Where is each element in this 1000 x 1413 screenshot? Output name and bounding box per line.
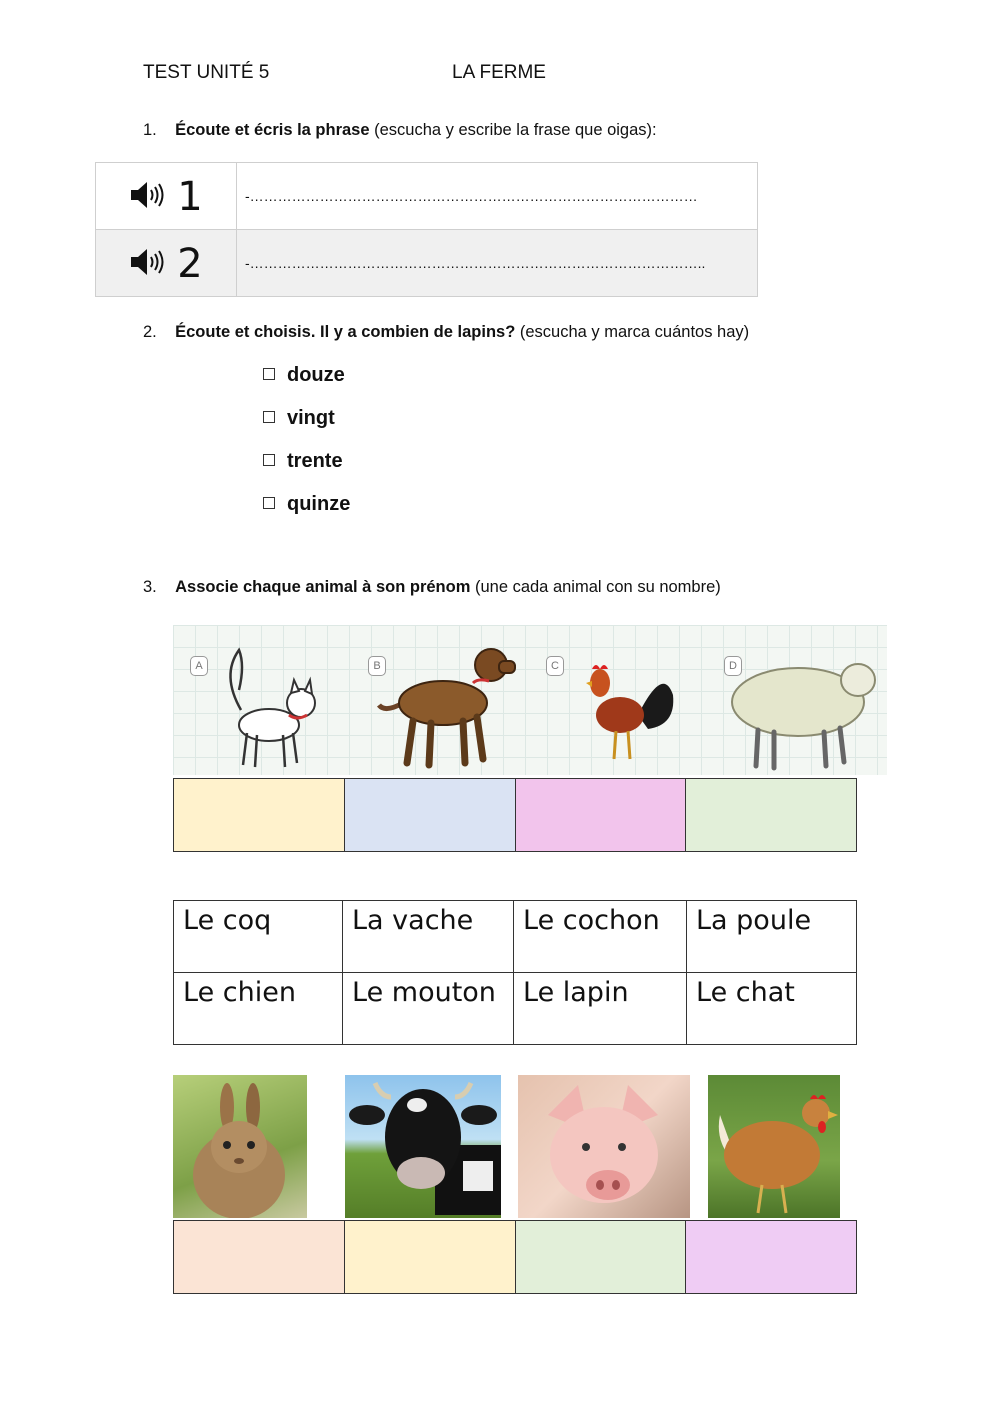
animal-illustrations [173, 625, 887, 775]
option-vingt[interactable] [263, 407, 335, 430]
question-1-text: Écoute et écris la phrase [175, 121, 370, 139]
option-trente[interactable] [263, 450, 343, 473]
answer-box-a[interactable] [174, 779, 345, 851]
question-3 [143, 578, 721, 597]
names-row [174, 973, 857, 1045]
option-douze[interactable] [263, 364, 345, 387]
answer-box-b[interactable] [345, 779, 516, 851]
dictation-row [96, 163, 758, 230]
cow-photo [345, 1075, 501, 1218]
answer-box-rabbit[interactable] [174, 1221, 345, 1293]
row-number: 2 [177, 241, 203, 287]
option-label: vingt [287, 407, 335, 429]
page-topic: LA FERME [452, 62, 546, 83]
option-label: quinze [287, 493, 351, 515]
name-cell[interactable]: Le chat [687, 973, 857, 1045]
rooster-illustration [578, 655, 678, 767]
hen-image [708, 1075, 840, 1218]
name-cell[interactable]: Le chien [174, 973, 343, 1045]
name-cell[interactable]: Le mouton [343, 973, 514, 1045]
name-cell[interactable]: La poule [687, 901, 857, 973]
row-number: 1 [177, 174, 203, 220]
rabbit-image [173, 1075, 307, 1218]
checkbox[interactable] [263, 497, 275, 509]
question-2 [143, 323, 749, 342]
label-a: A [190, 656, 208, 676]
answer-boxes-row-2 [173, 1220, 857, 1294]
question-2-text: Écoute et choisis. Il y a combien de lapins? [175, 323, 516, 341]
option-quinze[interactable] [263, 493, 350, 516]
checkbox[interactable] [263, 368, 275, 380]
dog-illustration [373, 633, 518, 771]
dictation-table [95, 162, 758, 297]
test-title: TEST UNITÉ 5 [143, 62, 270, 83]
animal-names-table [173, 900, 857, 1045]
question-1-translation: (escucha y escribe la frase que oigas): [374, 121, 657, 139]
question-number: 3. [143, 578, 157, 596]
sheep-illustration [728, 650, 878, 772]
audio-cell[interactable] [96, 163, 237, 230]
label-d: D [724, 656, 742, 676]
answer-line[interactable]: -…………………………………………………………………………………… [237, 163, 758, 230]
pig-photo [518, 1075, 690, 1218]
question-2-translation: (escucha y marca cuántos hay) [519, 323, 750, 341]
option-label: trente [287, 450, 343, 472]
dictation-row [96, 230, 758, 297]
name-cell[interactable]: Le coq [174, 901, 343, 973]
answer-box-d[interactable] [686, 779, 856, 851]
label-c: C [546, 656, 564, 676]
cow-image [345, 1075, 501, 1218]
speaker-icon[interactable] [129, 174, 167, 220]
answer-line[interactable]: -…………………………………………………………………………………….. [237, 230, 758, 297]
pig-image [518, 1075, 690, 1218]
answer-box-c[interactable] [516, 779, 687, 851]
question-number: 2. [143, 323, 157, 341]
option-label: douze [287, 364, 345, 386]
answer-box-cow[interactable] [345, 1221, 516, 1293]
cat-illustration [211, 635, 321, 773]
answer-boxes-row-1 [173, 778, 857, 852]
answer-box-hen[interactable] [686, 1221, 856, 1293]
speaker-icon[interactable] [129, 241, 167, 287]
question-1 [143, 121, 657, 140]
names-row [174, 901, 857, 973]
name-cell[interactable]: La vache [343, 901, 514, 973]
question-3-translation: (une cada animal con su nombre) [474, 578, 721, 596]
answer-box-pig[interactable] [516, 1221, 687, 1293]
name-cell[interactable]: Le cochon [514, 901, 687, 973]
hen-photo [708, 1075, 840, 1218]
audio-cell[interactable] [96, 230, 237, 297]
rabbit-photo [173, 1075, 307, 1218]
checkbox[interactable] [263, 454, 275, 466]
name-cell[interactable]: Le lapin [514, 973, 687, 1045]
question-number: 1. [143, 121, 157, 139]
checkbox[interactable] [263, 411, 275, 423]
question-3-text: Associe chaque animal à son prénom [175, 578, 471, 596]
label-b: B [368, 656, 386, 676]
